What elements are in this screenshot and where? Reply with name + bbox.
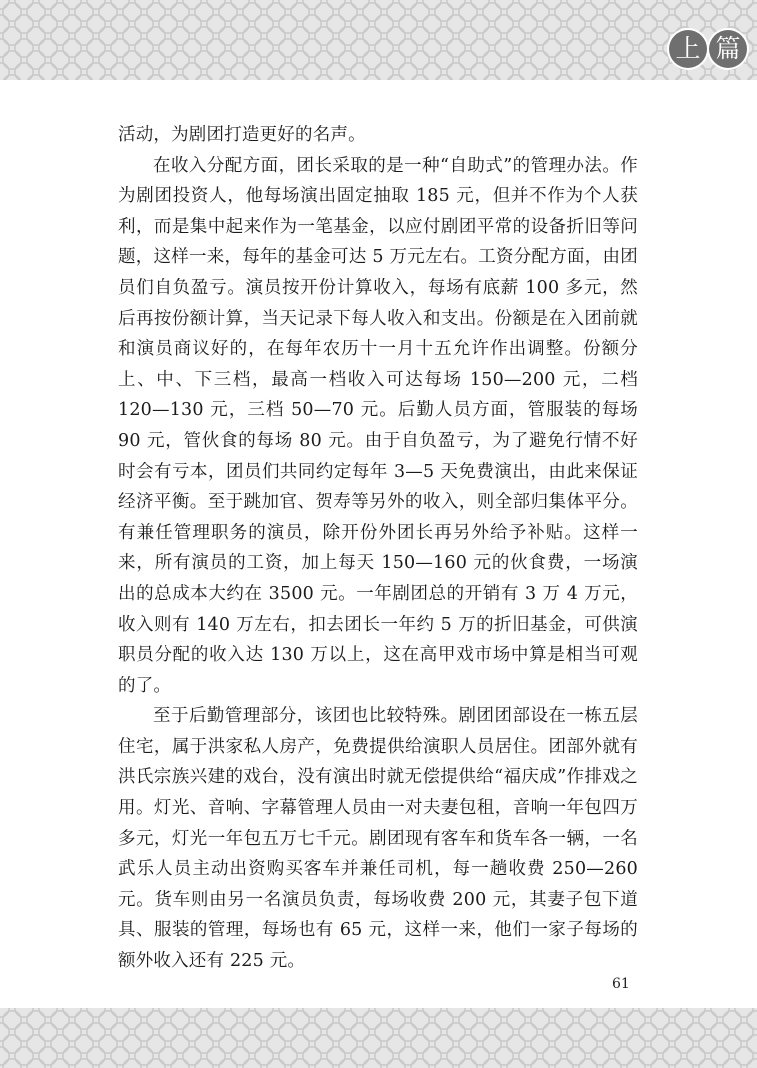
header-pattern-band (0, 0, 757, 80)
footer-pattern-band (0, 1008, 757, 1068)
page-number: 61 (612, 976, 630, 992)
body-text (118, 120, 638, 977)
paragraph-3: 至于后勤管理部分，该团也比较特殊。剧团团部设在一栋五层住宅，属于洪家私人房产，免费提供给演职人员居住。团部外就有洪氏宗族兴建的戏台，没有演出时就无偿提供给“福庆成”作排戏之用。灯光、音响、字幕管理人员由一对夫妻包租，音响一年包四万多元，灯光一年包五万七千元。剧团现有客车和货车各一辆，一名武乐人员主动出资购买客车并兼任司机，每一趟收费 250—260 元。货车则由另一名演员负责，每场收费 200 元，其妻子包下道具、服装的管理，每场也有 65 元，这样一来，他们一家子每场的额外收入还有 225 元。 (118, 706, 638, 972)
section-char-2: 篇 (709, 30, 747, 68)
section-badge (669, 30, 747, 68)
paragraph-1: 活动，为剧团打造更好的名声。 (118, 125, 366, 145)
section-char-1: 上 (669, 30, 707, 68)
paragraph-2: 在收入分配方面，团长采取的是一种“自助式”的管理办法。作为剧团投资人，他每场演出固定抽取 185 元，但并不作为个人获利，而是集中起来作为一笔基金，以应付剧团平常的设备折旧等问题，这样一来，每年的基金可达 5 万元左右。工资分配方面，由团员们自负盈亏。演员按开份计算收入，每场有底薪 100 多元，然后再按份额计算，当天记录下每人收入和支出。份额是在入团前就和演员商议好的，在每年农历十一月十五允许作出调整。份额分上、中、下三档，最高一档收入可达每场 150—200 元，二档 120—130 元，三档 50—70 元。后勤人员方面，管服装的每场 90 元，管伙食的每场 80 元。由于自负盈亏，为了避免行情不好时会有亏本，团员们共同约定每年 3—5 天免费演出，由此来保证经济平衡。至于跳加官、贺寿等另外的收入，则全部归集体平分。有兼任管理职务的演员，除开份外团长再另外给予补贴。这样一来，所有演员的工资，加上每天 150—160 元的伙食费，一场演出的总成本大约在 3500 元。一年剧团总的开销有 3 万 4 万元，收入则有 140 万左右，扣去团长一年约 5 万的折旧基金，可供演职员分配的收入达 130 万以上，这在高甲戏市场中算是相当可观的了。 (118, 155, 638, 696)
